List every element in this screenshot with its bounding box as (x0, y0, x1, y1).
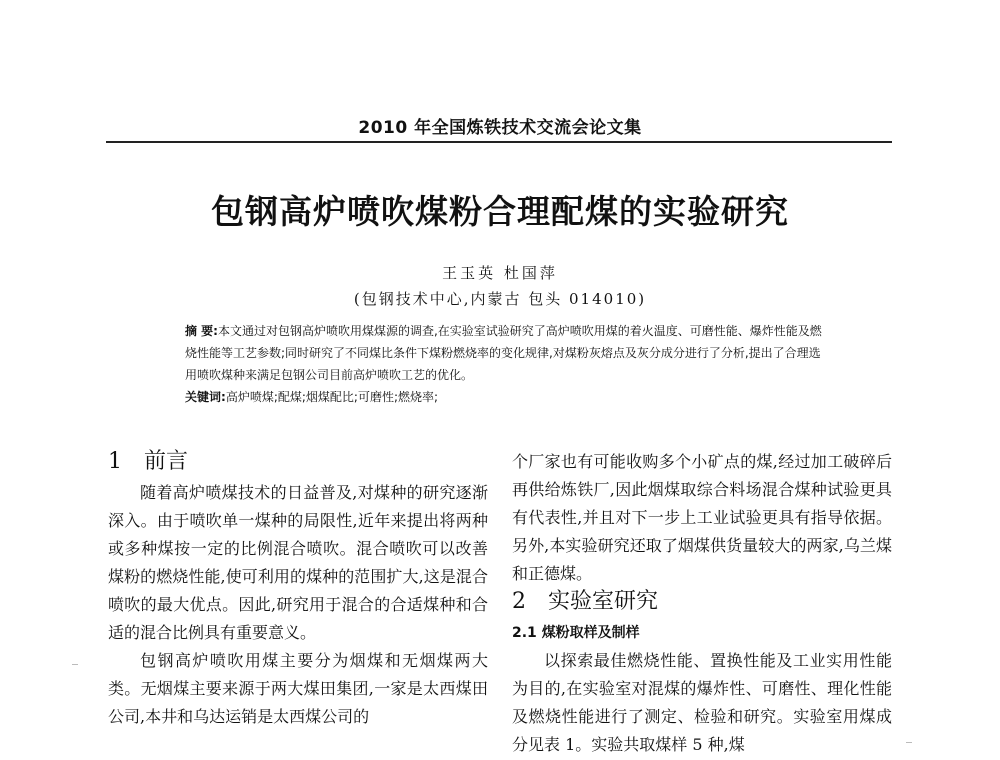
sampling-paragraph: 以探索最佳燃烧性能、置换性能及工业实用性能为目的,在实验室对混煤的爆炸性、可磨性、理化性能及燃烧性能进行了测定、检验和研究。实验室用煤成分见表 1。实验共取煤样 5 种,煤 (512, 651, 892, 754)
section-2-title: 实验室研究 (548, 589, 659, 614)
subsection-2-1-title: 煤粉取样及制样 (541, 625, 640, 641)
abstract-paragraph (185, 320, 830, 386)
section-1-title: 前言 (144, 449, 189, 474)
subsection-2-1-heading (512, 619, 892, 647)
authors: 王玉英 杜国萍 (442, 264, 558, 282)
header-rule (106, 141, 892, 143)
left-column (108, 448, 488, 731)
running-head: 2010 年全国炼铁技术交流会论文集 (358, 118, 642, 138)
subsection-2-1-number: 2.1 (512, 625, 537, 641)
section-1-heading (108, 448, 488, 476)
right-column (512, 448, 892, 759)
section-2-heading (512, 588, 892, 616)
continued-paragraph: 个厂家也有可能收购多个小矿点的煤,经过加工破碎后再供给炼铁厂,因此烟煤取综合料场混合煤种试验更具有代表性,并且对下一步上工业试验更具有指导依据。另外,本实验研究还取了烟煤供货量较大的两家,乌兰煤和正德煤。 (512, 452, 892, 583)
intro-paragraph-2: 包钢高炉喷吹用煤主要分为烟煤和无烟煤两大类。无烟煤主要来源于两大煤田集团,一家是太西煤田公司,本井和乌达运销是太西煤公司的 (108, 651, 488, 726)
keywords-text: 高炉喷煤;配煤;烟煤配比;可磨性;燃烧率; (225, 390, 439, 404)
abstract-text: 本文通过对包钢高炉喷吹用煤煤源的调查,在实验室试验研究了高炉喷吹用煤的着火温度、可磨性能、爆炸性能及燃烧性能等工艺参数;同时研究了不同煤比条件下煤粉燃烧率的变化规律,对煤粉灰熔点及灰分成分进行了分析,提出了合理选用喷吹煤种来满足包钢公司目前高炉喷吹工艺的优化。 (185, 324, 822, 382)
affiliation: (包钢技术中心,内蒙古 包头 014010) (353, 290, 647, 308)
section-1-number: 1 (108, 449, 122, 474)
keywords-label: 关键词: (185, 390, 226, 404)
section-2-number: 2 (512, 589, 526, 614)
margin-tick-right (906, 742, 912, 743)
abstract-label: 摘 要: (185, 324, 218, 338)
intro-paragraph-1: 随着高炉喷煤技术的日益普及,对煤种的研究逐渐深入。由于喷吹单一煤种的局限性,近年来提出将两种或多种煤按一定的比例混合喷吹。混合喷吹可以改善煤粉的燃烧性能,使可利用的煤种的范围扩大,这是混合喷吹的最大优点。因此,研究用于混合的合适煤种和合适的混合比例具有重要意义。 (108, 483, 488, 642)
margin-tick-left (72, 664, 78, 665)
abstract-block (185, 320, 830, 408)
paper-title: 包钢高炉喷吹煤粉合理配煤的实验研究 (211, 192, 789, 231)
keywords-line (185, 386, 830, 408)
